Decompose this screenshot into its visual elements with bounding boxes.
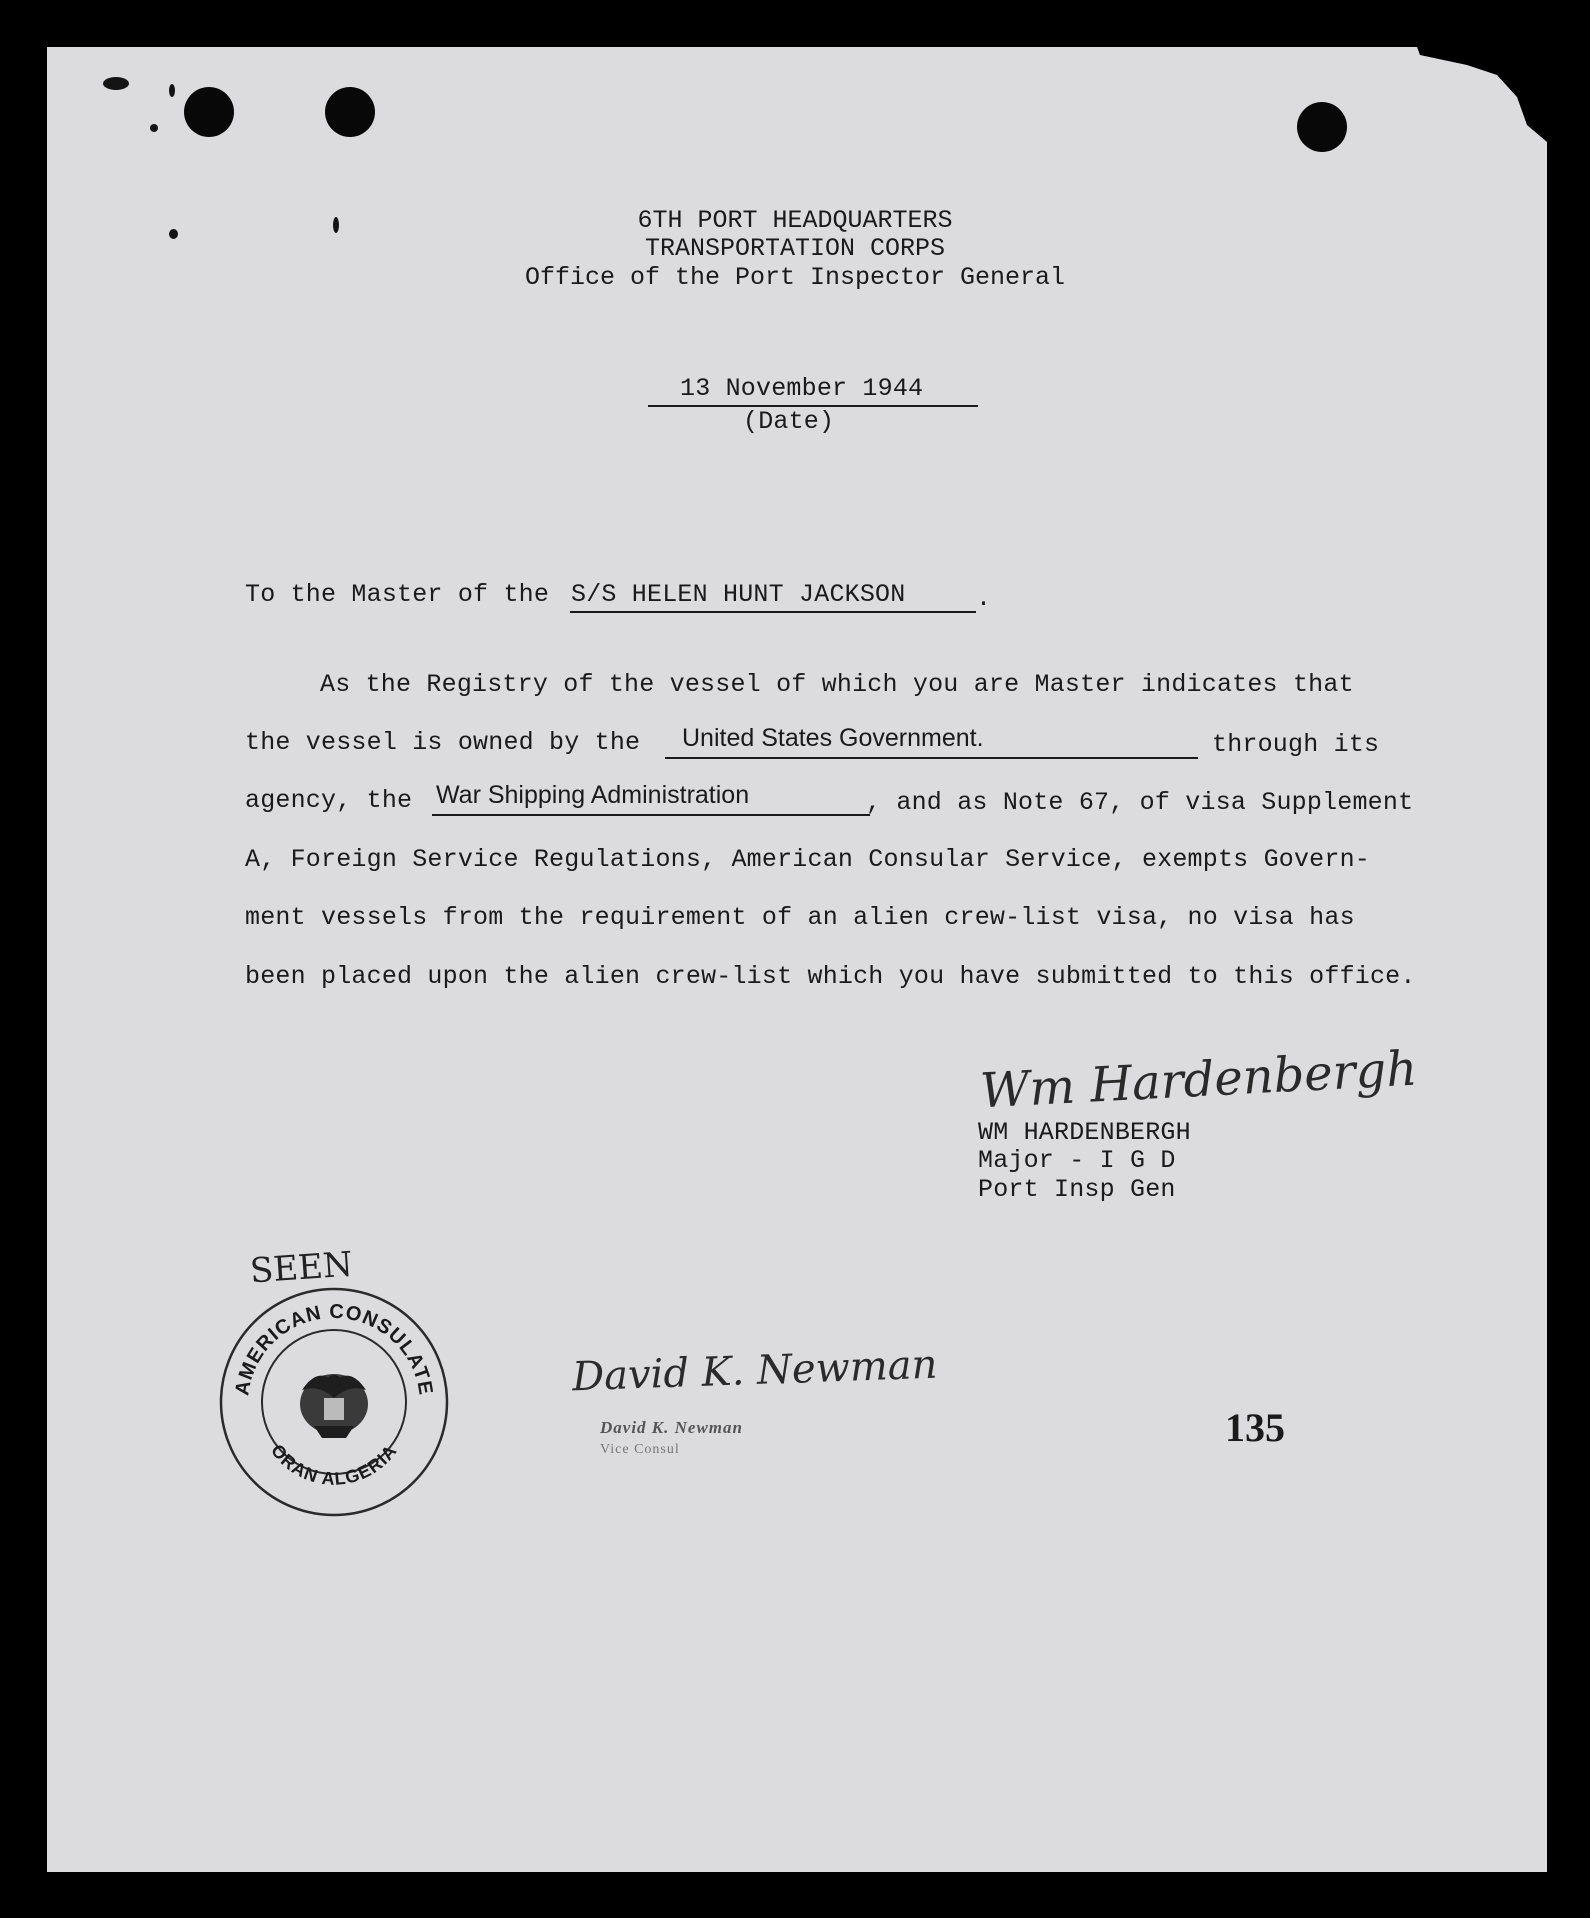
salutation-prefix: To the Master of the (245, 580, 550, 609)
date-caption: (Date) (743, 407, 835, 436)
vessel-underline (570, 611, 976, 613)
body-line-2-prefix: the vessel is owned by the (245, 728, 641, 757)
body-line-4: A, Foreign Service Regulations, American Consular Service, exempts Govern- (245, 845, 1370, 874)
consulate-seal (218, 1286, 450, 1518)
consul-printed-name: David K. Newman (600, 1418, 743, 1437)
body-line-3-prefix: agency, the (245, 786, 413, 815)
ink-blot (150, 124, 158, 132)
letterhead-line-3: Office of the Port Inspector General (524, 263, 1066, 292)
consul-printed-title: Vice Consul (600, 1442, 680, 1457)
body-line-1: As the Registry of the vessel of which you are Master indicates that (320, 670, 1354, 699)
agency-field: War Shipping Administration (436, 781, 750, 809)
ink-blot (169, 84, 175, 97)
agency-underline (432, 814, 870, 816)
handwritten-signature: Wm Hardenbergh (978, 1040, 1419, 1120)
document-number: 135 (1225, 1405, 1285, 1450)
punch-hole (325, 87, 375, 137)
vessel-name: S/S HELEN HUNT JACKSON (571, 580, 906, 609)
eagle-emblem-icon (300, 1374, 368, 1438)
owner-underline (665, 757, 1198, 759)
body-line-3-suffix: , and as Note 67, of visa Supplement (866, 788, 1414, 817)
letterhead-line-2: TRANSPORTATION CORPS (644, 234, 946, 263)
punch-hole (184, 87, 234, 137)
letterhead-line-1: 6TH PORT HEADQUARTERS (637, 206, 953, 235)
signatory-name: WM HARDENBERGH (978, 1118, 1191, 1147)
svg-text:ORAN ALGERIA (267, 1440, 401, 1488)
salutation-period: . (976, 584, 992, 613)
body-line-5: ment vessels from the requirement of an alien crew-list visa, no visa has (245, 903, 1355, 932)
ink-blot (103, 77, 129, 90)
owner-field: United States Government. (682, 724, 984, 752)
punch-hole (1297, 102, 1347, 152)
seal-bottom-text: ORAN ALGERIA (267, 1440, 401, 1489)
seen-note: SEEN (248, 1244, 354, 1292)
date-value: 13 November 1944 (680, 374, 924, 403)
signatory-rank: Major - I G D (978, 1146, 1176, 1175)
signatory-title: Port Insp Gen (978, 1175, 1176, 1204)
consul-handwritten-signature: David K. Newman (571, 1341, 939, 1401)
document-page (47, 47, 1547, 1872)
body-line-6: been placed upon the alien crew-list which you have submitted to this office. (245, 962, 1416, 991)
seal-top-text: AMERICAN CONSULATE (231, 1300, 437, 1398)
body-line-2-suffix: through its (1212, 730, 1380, 759)
